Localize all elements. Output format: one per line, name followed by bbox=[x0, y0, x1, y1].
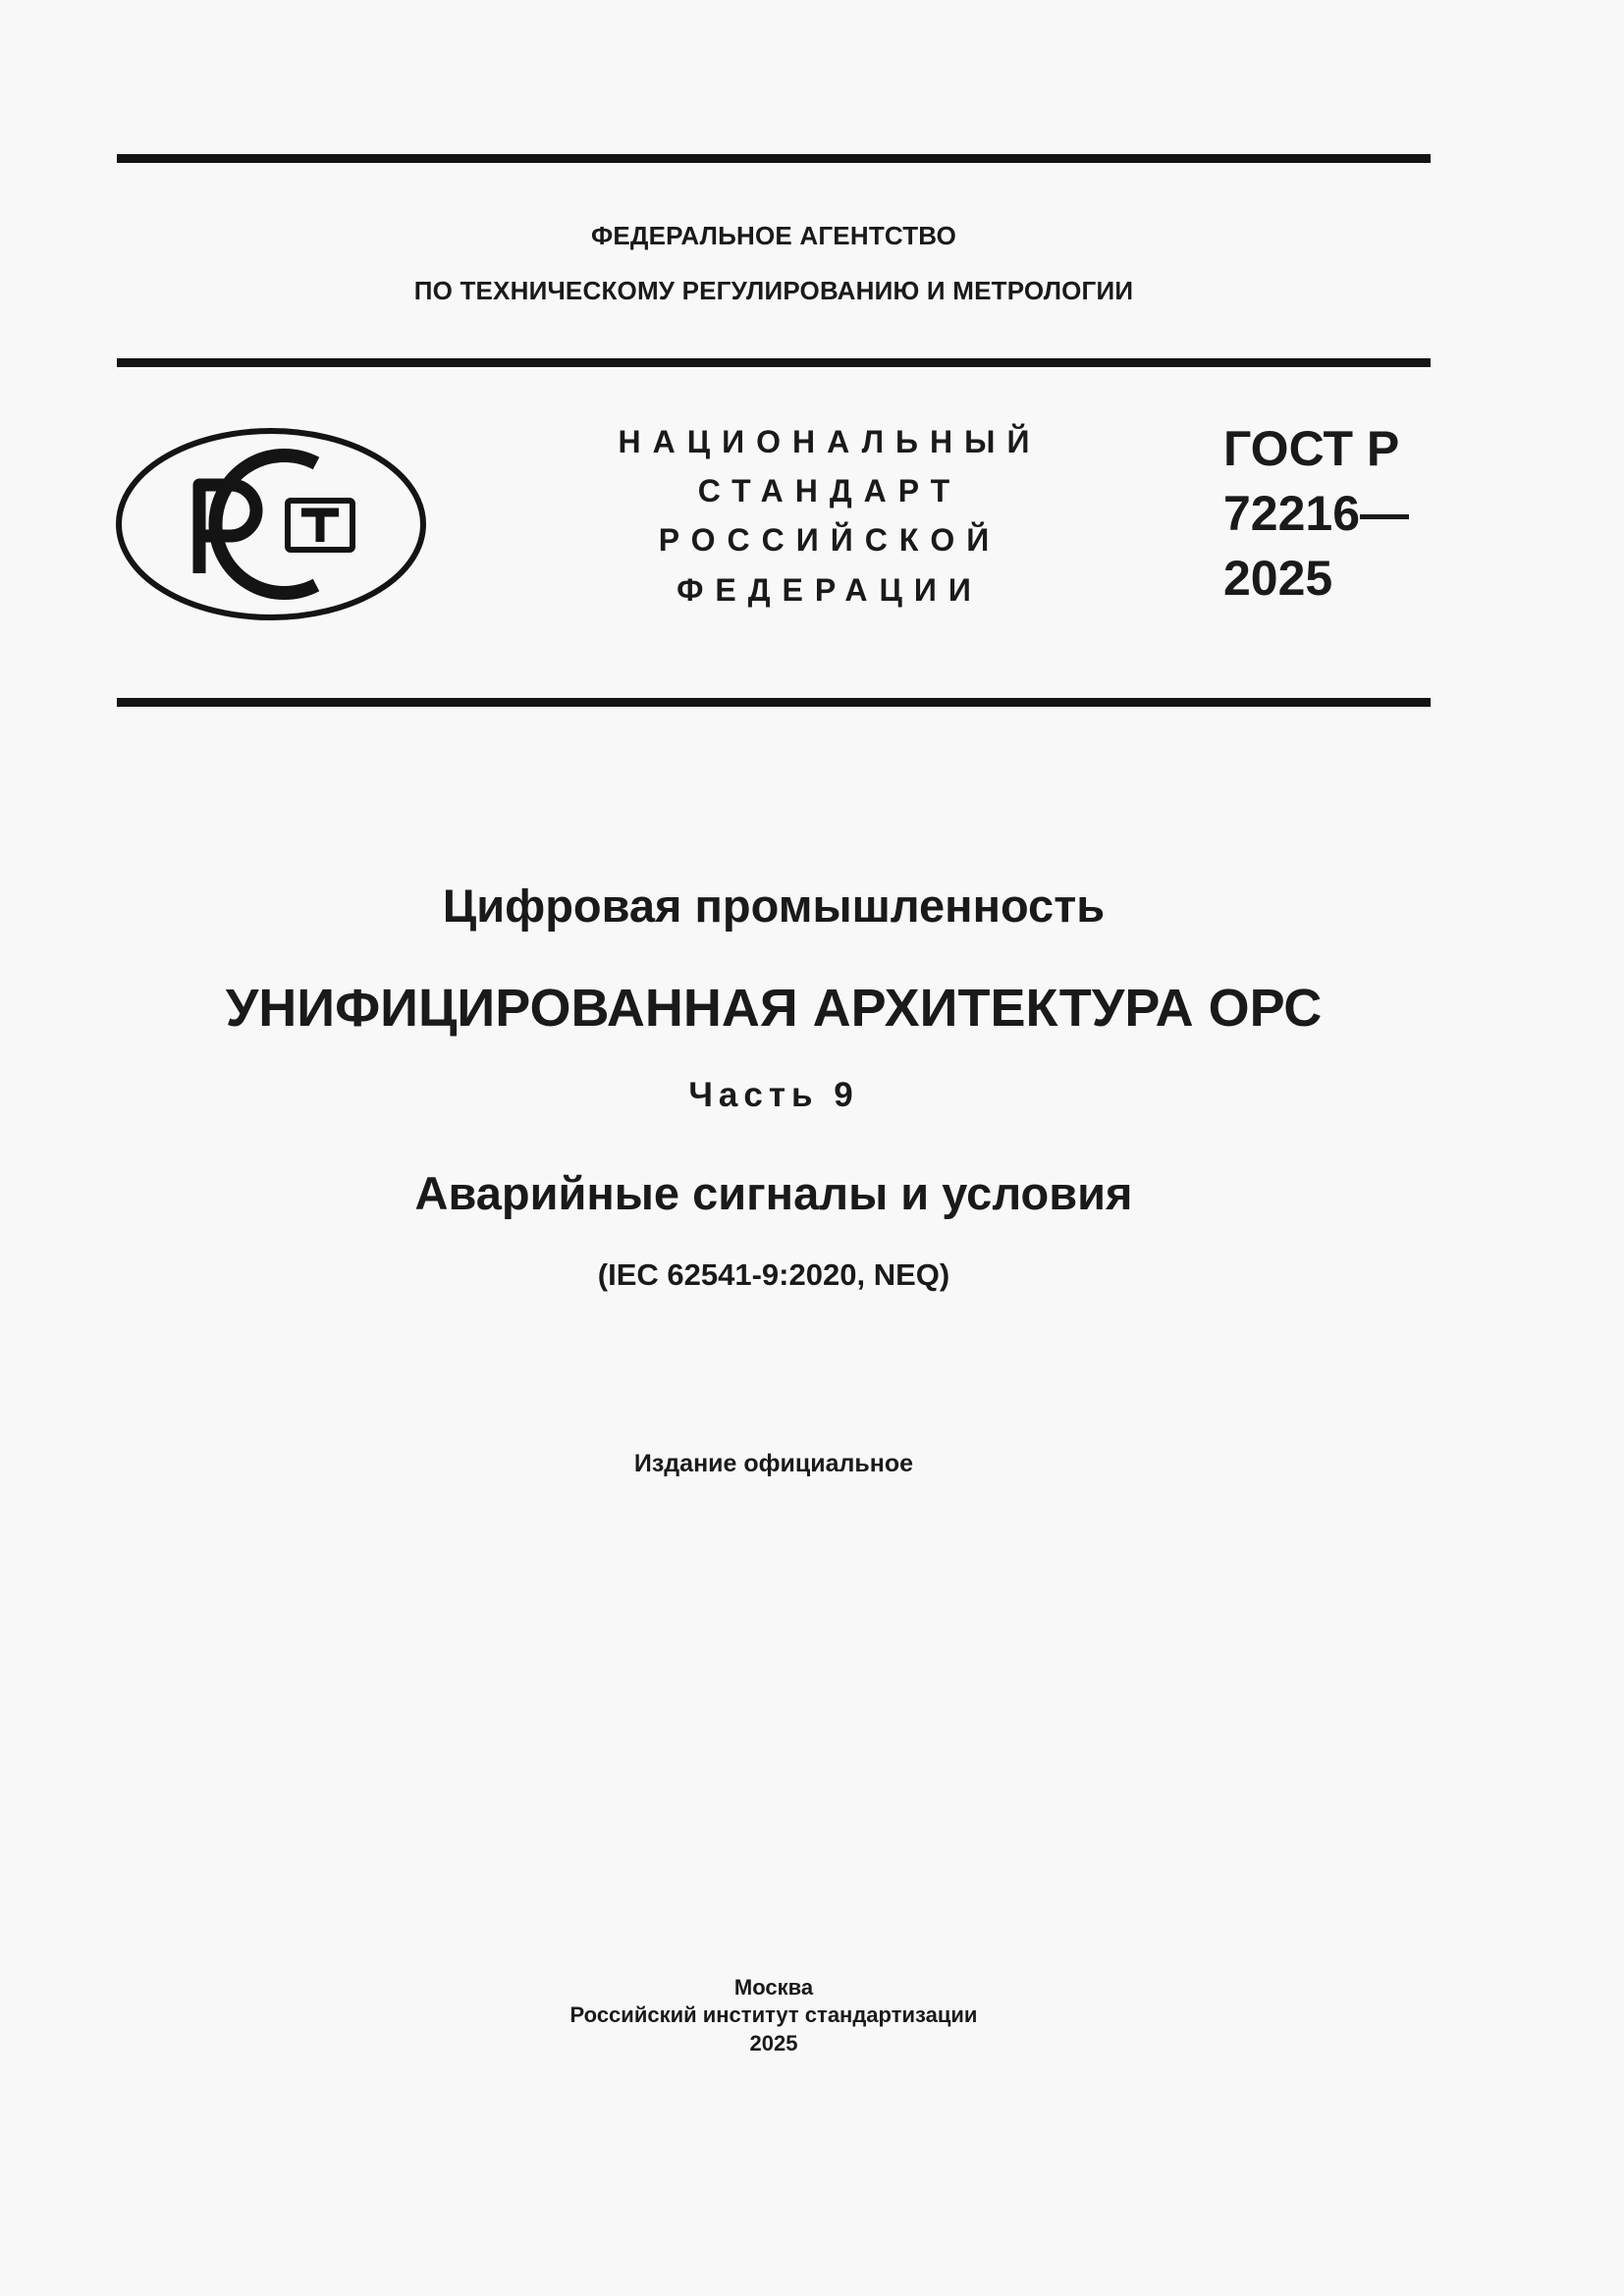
header-rule bbox=[117, 358, 1431, 367]
designation-line-2: 72216— bbox=[1223, 486, 1410, 541]
imprint-publisher: Российский институт стандартизации bbox=[569, 2002, 978, 2027]
standard-type-line-3: РОССИЙСКОЙ bbox=[658, 522, 1001, 558]
part-number: Часть 9 bbox=[688, 1076, 859, 1114]
international-reference: (IEC 62541-9:2020, NEQ) bbox=[597, 1257, 950, 1292]
agency-name-line-1: ФЕДЕРАЛЬНОЕ АГЕНТСТВО bbox=[590, 221, 957, 250]
standard-type-line-2: СТАНДАРТ bbox=[697, 473, 962, 508]
standard-type-line-4: ФЕДЕРАЦИИ bbox=[677, 572, 983, 608]
top-rule bbox=[117, 154, 1431, 163]
designation-line-3: 2025 bbox=[1223, 551, 1333, 606]
agency-name-line-2: ПО ТЕХНИЧЕСКОМУ РЕГУЛИРОВАНИЮ И МЕТРОЛОГИИ bbox=[413, 276, 1134, 305]
part-subtitle: Аварийные сигналы и условия bbox=[414, 1167, 1133, 1219]
standard-type-line-1: НАЦИОНАЛЬНЫЙ bbox=[618, 424, 1042, 459]
edition-note: Издание официальное bbox=[633, 1450, 914, 1477]
imprint-city: Москва bbox=[733, 1975, 814, 2000]
imprint-year: 2025 bbox=[749, 2031, 798, 2056]
rst-mark-icon bbox=[115, 426, 427, 622]
header-bottom-rule bbox=[117, 698, 1431, 707]
main-title: УНИФИЦИРОВАННАЯ АРХИТЕКТУРА ОРС bbox=[225, 979, 1323, 1038]
designation-line-1: ГОСТ Р bbox=[1223, 421, 1400, 476]
series-title: Цифровая промышленность bbox=[442, 880, 1106, 932]
standard-designation bbox=[1223, 416, 1409, 611]
